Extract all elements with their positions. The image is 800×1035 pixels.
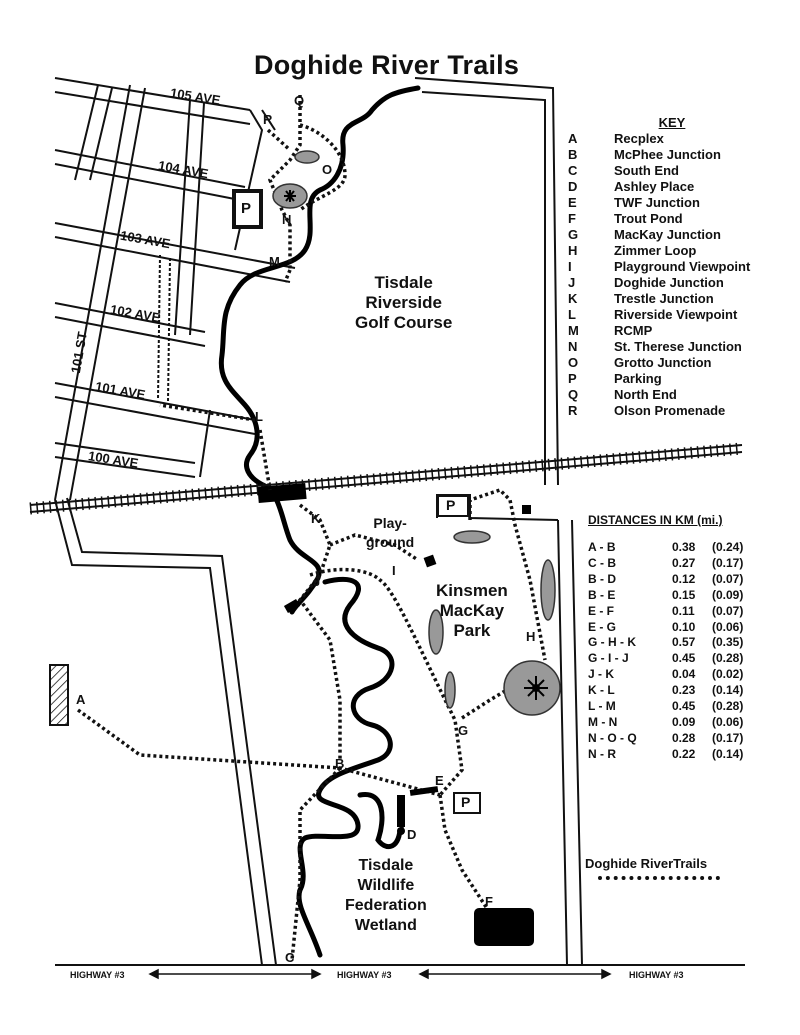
key-item-letter: Q	[568, 387, 579, 402]
distance-mi: (0.06)	[712, 714, 744, 729]
point-label-h: H	[526, 629, 536, 644]
distance-segment: N - O - Q	[588, 730, 637, 745]
key-item	[568, 387, 798, 403]
key-item	[568, 291, 798, 307]
distance-mi: (0.17)	[712, 555, 744, 570]
distance-mi: (0.24)	[712, 540, 744, 554]
point-label-k: K	[311, 511, 321, 526]
key-item	[568, 371, 798, 387]
point-label-l: L	[255, 409, 263, 424]
recplex	[50, 665, 68, 725]
key-item-name: Olson Promenade	[614, 403, 726, 418]
point-label-f: F	[485, 894, 493, 909]
distance-row	[588, 556, 798, 572]
distance-segment: E - F	[588, 603, 614, 618]
key-item-letter: R	[568, 403, 578, 418]
key-item	[568, 163, 798, 179]
distance-mi: (0.17)	[712, 730, 744, 745]
distance-row	[588, 651, 798, 667]
street-label-105-ave: 105 AVE	[169, 85, 222, 108]
fountain-icon	[284, 190, 296, 202]
point-label-b: B	[335, 756, 345, 771]
distance-segment: L - M	[588, 699, 616, 714]
distance-row	[588, 747, 798, 763]
distance-km: 0.38	[672, 540, 696, 554]
key-item	[568, 275, 798, 291]
key-item-name: TWF Junction	[614, 195, 700, 210]
street-label-100-ave: 100 AVE	[87, 448, 140, 471]
key-item-letter: M	[568, 323, 579, 338]
key-item-letter: F	[568, 211, 576, 226]
key-item-name: Recplex	[614, 131, 664, 146]
parking-label-north: P	[241, 200, 252, 217]
distance-table	[588, 513, 798, 763]
key-item-name: Zimmer Loop	[614, 243, 697, 258]
distance-km: 0.23	[672, 683, 696, 698]
key-item	[568, 403, 798, 419]
map-key	[568, 115, 798, 419]
distance-segment: K - L	[588, 683, 615, 698]
point-label-m: M	[269, 254, 280, 269]
key-item	[568, 195, 798, 211]
distance-row	[588, 540, 798, 556]
distance-km: 0.12	[672, 571, 696, 586]
key-item-name: RCMP	[614, 323, 653, 338]
key-item-letter: B	[568, 147, 578, 162]
key-list	[568, 131, 798, 419]
distance-segment: N - R	[588, 746, 616, 761]
key-item-name: Riverside Viewpoint	[614, 307, 738, 322]
street-label-101-ave: 101 AVE	[94, 378, 147, 403]
distance-mi: (0.28)	[712, 651, 744, 666]
distance-segment: M - N	[588, 714, 618, 729]
distance-row	[588, 683, 798, 699]
key-item	[568, 147, 798, 163]
key-item-letter: N	[568, 339, 578, 354]
highway-label-west: HIGHWAY #3	[70, 970, 125, 980]
distance-mi: (0.14)	[712, 683, 744, 698]
street-104-ave	[55, 150, 245, 201]
key-item	[568, 243, 798, 259]
key-item-name: St. Therese Junction	[614, 339, 742, 354]
key-item-letter: P	[568, 371, 577, 386]
key-item-letter: H	[568, 243, 578, 258]
distance-segment: C - B	[588, 555, 616, 570]
point-label-i: I	[392, 563, 396, 578]
distance-segment: E - G	[588, 619, 617, 634]
key-item-name: MacKay Junction	[614, 227, 721, 242]
key-item-name: Ashley Place	[614, 179, 695, 194]
street-label-103-ave: 103 AVE	[119, 227, 172, 252]
playground-label: Play- ground	[366, 515, 415, 550]
distance-mi: (0.07)	[712, 571, 744, 586]
playground-building	[424, 555, 437, 568]
distance-km: 0.15	[672, 587, 696, 602]
key-item-letter: I	[568, 259, 572, 274]
key-item-letter: L	[568, 307, 576, 322]
grotto-pond	[295, 151, 319, 163]
key-item-name: Trestle Junction	[614, 291, 714, 306]
key-item-name: North End	[614, 387, 677, 402]
street-101-ave	[55, 383, 255, 434]
distance-mi: (0.09)	[712, 587, 744, 602]
key-item-letter: J	[568, 275, 576, 290]
parking-label-south: P	[461, 794, 471, 810]
distance-km: 0.28	[672, 730, 696, 745]
key-item-name: South End	[614, 163, 679, 178]
distance-row	[588, 699, 798, 715]
distance-km: 0.10	[672, 619, 696, 634]
distance-mi: (0.02)	[712, 667, 744, 682]
street-101-st	[55, 85, 145, 500]
point-label-e: E	[435, 773, 444, 788]
distance-row	[588, 635, 798, 651]
distance-km: 0.22	[672, 746, 696, 761]
distance-row	[588, 588, 798, 604]
trout-pond	[474, 908, 534, 946]
point-label-d: D	[407, 827, 417, 842]
ponds	[273, 151, 560, 715]
highway-label-center: HIGHWAY #3	[337, 970, 392, 980]
key-item-name: Playground Viewpoint	[614, 259, 751, 274]
distance-row	[588, 715, 798, 731]
distance-km: 0.45	[672, 699, 696, 714]
distance-segment: B - D	[588, 571, 616, 586]
street-label-101-st: 101 ST	[67, 330, 90, 375]
key-title: KEY	[658, 115, 686, 130]
distance-segment: G - I - J	[588, 651, 629, 666]
distance-row	[588, 667, 798, 683]
point-label-r: R	[263, 112, 273, 127]
legend-label: Doghide RiverTrails	[585, 856, 708, 871]
distance-mi: (0.28)	[712, 699, 744, 714]
key-item-letter: K	[568, 291, 578, 306]
distance-segment: A - B	[588, 540, 616, 554]
key-item-letter: O	[568, 355, 579, 370]
street-105-ave	[55, 78, 250, 124]
key-item-letter: E	[568, 195, 577, 210]
key-item	[568, 259, 798, 275]
small-building	[522, 505, 531, 514]
distance-mi: (0.35)	[712, 635, 744, 650]
distance-mi: (0.07)	[712, 603, 744, 618]
distance-km: 0.09	[672, 714, 696, 729]
highway-label-east: HIGHWAY #3	[629, 970, 684, 980]
distance-mi: (0.06)	[712, 619, 744, 634]
key-item	[568, 307, 798, 323]
distance-row	[588, 620, 798, 636]
street-label-104-ave: 104 AVE	[157, 157, 210, 182]
distance-segment: B - E	[588, 587, 616, 602]
key-item	[568, 355, 798, 371]
key-item-letter: D	[568, 179, 578, 194]
key-item	[568, 323, 798, 339]
point-label-n: N	[282, 212, 292, 227]
distance-row	[588, 572, 798, 588]
distance-km: 0.04	[672, 667, 696, 682]
point-label-o: O	[322, 162, 333, 177]
key-item-name: Trout Pond	[614, 211, 683, 226]
key-item	[568, 227, 798, 243]
distance-row	[588, 731, 798, 747]
wetland-label: Tisdale Wildlife Federation Wetland	[345, 857, 427, 934]
key-item-name: Doghide Junction	[614, 275, 724, 290]
distance-rows	[588, 540, 798, 763]
key-item-letter: G	[568, 227, 579, 242]
street-label-102-ave: 102 AVE	[109, 301, 162, 326]
distance-km: 0.45	[672, 651, 696, 666]
golf-course-label: Tisdale Riverside Golf Course	[355, 273, 453, 332]
point-label-c: C	[285, 950, 295, 965]
distance-mi: (0.14)	[712, 746, 744, 761]
key-item-name: McPhee Junction	[614, 147, 721, 162]
distance-segment: G - H - K	[588, 635, 636, 650]
key-item	[568, 211, 798, 227]
distance-km: 0.27	[672, 555, 696, 570]
distance-segment: J - K	[588, 667, 615, 682]
key-item-letter: A	[568, 131, 578, 146]
distance-table-title: DISTANCES IN KM (mi.)	[588, 513, 723, 527]
legend-trail-line	[598, 876, 720, 880]
map-title: Doghide River Trails	[254, 50, 520, 80]
distance-km: 0.57	[672, 635, 696, 650]
point-label-a: A	[76, 692, 86, 707]
distance-row	[588, 604, 798, 620]
parking-label-park: P	[446, 497, 456, 513]
key-item-letter: C	[568, 163, 578, 178]
point-label-q: Q	[294, 93, 305, 108]
ashley-place-marker	[397, 795, 405, 827]
kinsmen-park-label: Kinsmen MacKay Park	[436, 581, 508, 640]
point-label-g: G	[458, 723, 469, 738]
key-item-name: Grotto Junction	[614, 355, 712, 370]
key-item	[568, 179, 798, 195]
key-item-name: Parking	[614, 371, 662, 386]
point-label-j: J	[313, 574, 321, 589]
key-item	[568, 131, 798, 147]
key-item	[568, 339, 798, 355]
distance-km: 0.11	[672, 603, 695, 618]
